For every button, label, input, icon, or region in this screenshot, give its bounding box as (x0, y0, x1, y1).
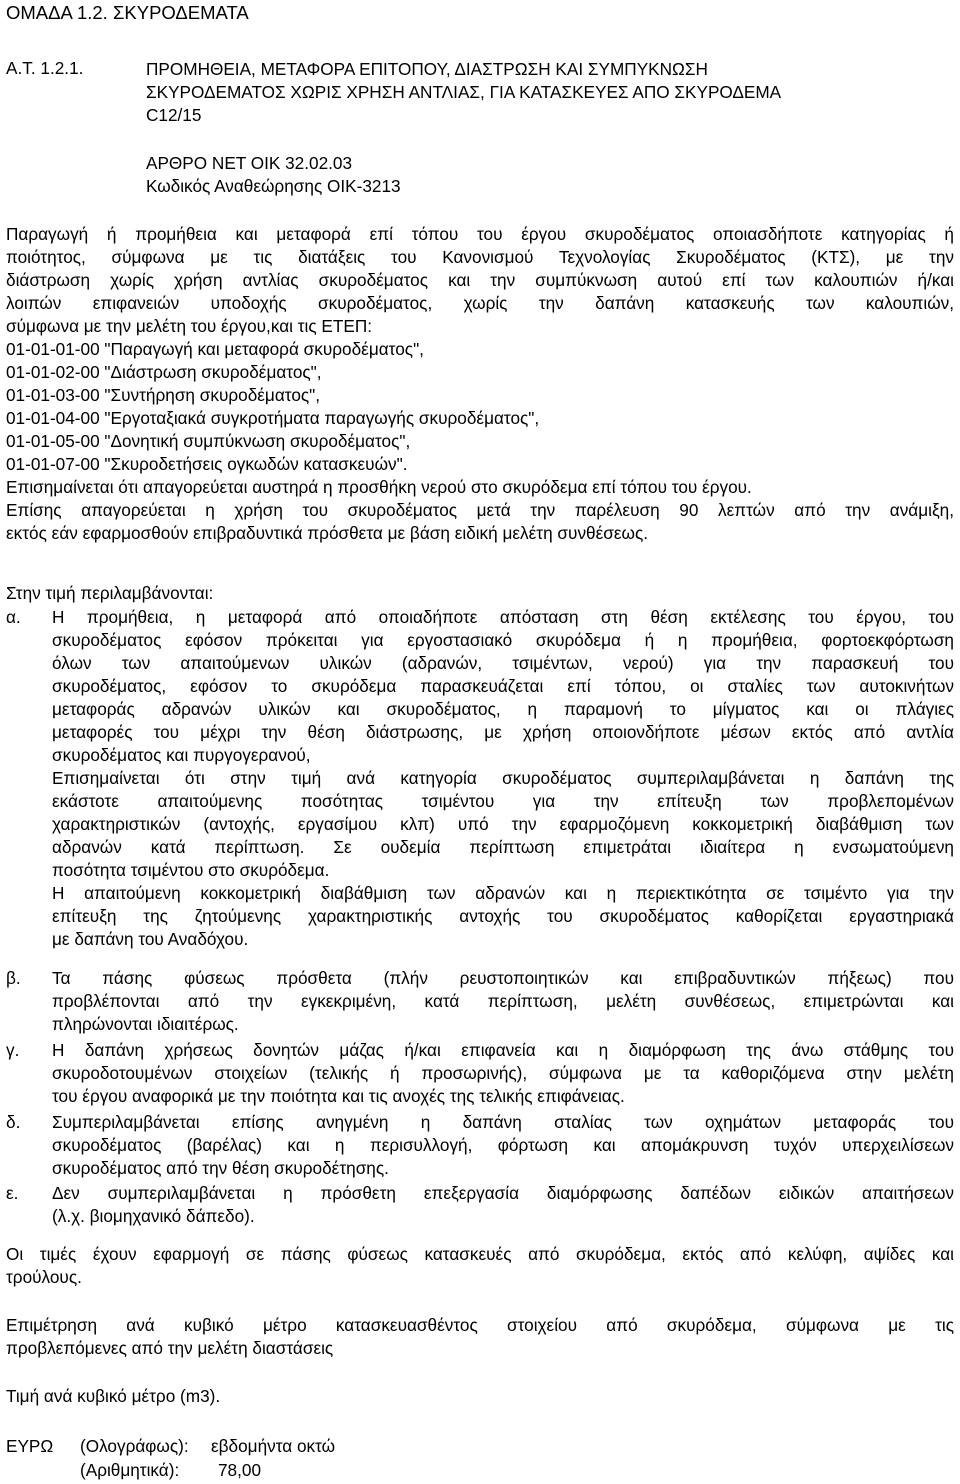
item-body (52, 1182, 954, 1228)
item-line: μεταφορές του μέχρι την θέση διάστρωσης, με χρήση οποιονδήποτε μέσων εκτός από αντλία (52, 722, 954, 742)
item-line: Η απαιτούμενη κοκκομετρική διαβάθμιση των αδρανών και η περιεκτικότητα σε τσιμέντο για την (52, 883, 954, 903)
price-digits-label: (Αριθμητικά): (80, 1460, 180, 1480)
group-heading: ΟΜΑΔΑ 1.2. ΣΚΥΡΟΔΕΜΑΤΑ (6, 2, 249, 23)
article-title-line: C12/15 (146, 105, 202, 125)
measurement-note-line: Επιμέτρηση ανά κυβικό μέτρο κατασκευασθέντος στοιχείου από σκυρόδεμα, σύμφωνα με τις (6, 1315, 954, 1335)
item-line: Η προμήθεια, η μεταφορά από οποιαδήποτε απόσταση στη θέση εκτέλεσης του έργου, του (52, 607, 954, 627)
item-line: Επισημαίνεται ότι στην τιμή ανά κατηγορία σκυροδέματος συμπεριλαμβάνεται η δαπάνη της (52, 768, 954, 788)
description-line: λοιπών επιφανειών υποδοχής σκυροδέματος, χωρίς την δαπάνη κατασκευής των καλουπιών, (6, 293, 954, 313)
item-line: Συμπεριλαμβάνεται επίσης ανηγμένη η δαπάνη σταλίας των οχημάτων μεταφοράς του (52, 1112, 954, 1132)
item-line: εκάστοτε απαιτούμενης ποσότητας τσιμέντου για την επίτευξη των προβλεπομένων (52, 791, 954, 811)
description-line: σύμφωνα με την μελέτη του έργου,και τις ΕΤΕΠ: (6, 316, 373, 336)
article-ref-line: Κωδικός Αναθεώρησης ΟΙΚ-3213 (146, 176, 401, 196)
price-words-value: εβδομήντα οκτώ (211, 1436, 336, 1456)
item-body (52, 1111, 954, 1180)
unit-price-label: Τιμή ανά κυβικό μέτρο (m3). (6, 1386, 221, 1406)
article-title (146, 58, 781, 127)
item-line: σκυροδέματος από την θέση σκυροδέτησης. (52, 1158, 389, 1178)
item-letter: β. (6, 968, 21, 988)
prices-note-line: Οι τιμές έχουν εφαρμογή σε πάσης φύσεως κατασκευές από σκυρόδεμα, εκτός από κελύφη, αψίδες και (6, 1244, 954, 1264)
description-line: Επισημαίνεται ότι απαγορεύεται αυστηρά η προσθήκη νερού στο σκυρόδεμα επί τόπου του έργου. (6, 477, 752, 497)
description-line: Παραγωγή ή προμήθεια και μεταφορά επί τόπου του έργου σκυροδέματος οποιασδήποτε κατηγορίας ή (6, 224, 954, 244)
item-line: προβλέπονται από την εγκεκριμένη, κατά περίπτωση, μελέτη συνθέσεως, επιμετρώνται και (52, 991, 954, 1011)
etep-ref: 01-01-01-00 "Παραγωγή και μεταφορά σκυροδέματος", (6, 339, 424, 359)
item-line: ποσότητα τσιμέντου στο σκυρόδεμα. (52, 860, 330, 880)
item-body (52, 606, 954, 951)
measurement-note-line: προβλεπόμενες από την μελέτη διαστάσεις (6, 1338, 334, 1358)
item-line: σκυροδέματος εφόσον πρόκειται για εργοστασιακό σκυρόδεμα ή η προμήθεια, φορτοεκφόρτωση (52, 630, 954, 650)
item-line: Η δαπάνη χρήσεως δονητών μάζας ή/και επιφανεία και η διαμόρφωση της άνω στάθμης του (52, 1040, 954, 1060)
item-letter: α. (6, 607, 21, 627)
item-line: πληρώνονται ιδιαιτέρως. (52, 1014, 239, 1034)
item-body (52, 967, 954, 1036)
article-title-line: ΠΡΟΜΗΘΕΙΑ, ΜΕΤΑΦΟΡΑ ΕΠΙΤΟΠΟΥ, ΔΙΑΣΤΡΩΣΗ ΚΑΙ ΣΥΜΠΥΚΝΩΣΗ (146, 59, 708, 79)
item-line: (λ.χ. βιομηχανικό δάπεδο). (52, 1206, 255, 1226)
etep-ref: 01-01-02-00 "Διάστρωση σκυροδέματος", (6, 362, 322, 382)
article-title-line: ΣΚΥΡΟΔΕΜΑΤΟΣ ΧΩΡΙΣ ΧΡΗΣΗ ΑΝΤΛΙΑΣ, ΓΙΑ ΚΑΤΑΣΚΕΥΕΣ ΑΠΟ ΣΚΥΡΟΔΕΜΑ (146, 82, 782, 102)
item-line: Δεν συμπεριλαμβάνεται η πρόσθετη επεξεργασία διαμόρφωσης δαπέδων ειδικών απαιτήσεων (52, 1183, 954, 1203)
item-letter: ε. (6, 1183, 19, 1203)
item-line: επίτευξη της ζητούμενης χαρακτηριστικής αντοχής του σκυροδέματος καθορίζεται εργαστηριακά (52, 906, 954, 926)
item-letter: δ. (6, 1112, 21, 1132)
description-block (6, 223, 954, 545)
article-ref-line: ΑΡΘΡΟ ΝΕΤ ΟΙΚ 32.02.03 (146, 153, 353, 173)
item-line: σκυροδέματος (βαρέλας) και η περισυλλογή, φόρτωση και απομάκρυνση τυχόν υπερχειλίσεων (52, 1135, 954, 1155)
item-line: του έργου αναφορικά με την ποιότητα και τις ανοχές της τελικής επιφάνειας. (52, 1086, 625, 1106)
price-digits-value: 78,00 (218, 1460, 262, 1480)
item-body (52, 1039, 954, 1108)
item-line: σκυροδοτουμένων στοιχείων (τελικής ή προσωρινής), σύμφωνα με τα καθοριζόμενα στην μελέτη (52, 1063, 954, 1083)
item-line: με δαπάνη του Αναδόχου. (52, 929, 249, 949)
price-currency: ΕΥΡΩ (6, 1436, 54, 1456)
item-line: σκυροδέματος, εφόσον το σκυρόδεμα παρασκευάζεται επί τόπου, οι σταλίες των αυτοκινήτων (52, 676, 954, 696)
description-line: εκτός εάν εφαρμοσθούν επιβραδυντικά πρόσθετα με βάση ειδική μελέτη συνθέσεως. (6, 523, 649, 543)
description-line: ποιότητος, σύμφωνα με τις διατάξεις του Κανονισμού Τεχνολογίας Σκυροδέματος (ΚΤΣ), με την (6, 247, 954, 267)
includes-heading: Στην τιμή περιλαμβάνονται: (6, 583, 214, 603)
etep-ref: 01-01-03-00 "Συντήρηση σκυροδέματος", (6, 385, 321, 405)
item-line: όλων των απαιτούμενων υλικών (αδρανών, τσιμέντων, νερού) για την παρασκευή του (52, 653, 954, 673)
item-line: αδρανών κατά περίπτωση. Σε ουδεμία περίπτωση επιμετράται ιδιαίτερα η ενσωματούμενη (52, 837, 954, 857)
price-words-label: (Ολογράφως): (80, 1436, 189, 1456)
prices-note-line: τρούλους. (6, 1267, 82, 1287)
description-line: διάστρωση χωρίς χρήση αντλίας σκυροδέματος και την συμπύκνωση αυτού επί των καλουπιών ή/και (6, 270, 954, 290)
item-line: μεταφοράς αδρανών υλικών και σκυροδέματος, η παραμονή το μίγματος και οι πλάγιες (52, 699, 954, 719)
article-reference (146, 152, 401, 198)
measurement-note (6, 1314, 954, 1360)
etep-ref: 01-01-04-00 "Εργοταξιακά συγκροτήματα παραγωγής σκυροδέματος", (6, 408, 540, 428)
item-line: Τα πάσης φύσεως πρόσθετα (πλήν ρευστοποιητικών και επιβραδυντικών πήξεως) που (52, 968, 954, 988)
item-line: σκυροδέματος και πυργογερανού, (52, 745, 311, 765)
article-code: Α.Τ. 1.2.1. (6, 58, 84, 78)
item-letter: γ. (6, 1040, 20, 1060)
description-line: Επίσης απαγορεύεται η χρήση του σκυροδέματος μετά την παρέλευση 90 λεπτών από την ανάμιξη, (6, 500, 954, 520)
item-line: χαρακτηριστικών (αντοχής, εργασίμου κλπ) υπό την εφαρμοζόμενη κοκκομετρική διαβάθμιση των (52, 814, 954, 834)
etep-ref: 01-01-07-00 "Σκυροδετήσεις ογκωδών κατασκευών". (6, 454, 408, 474)
etep-ref: 01-01-05-00 "Δονητική συμπύκνωση σκυροδέματος", (6, 431, 411, 451)
prices-note (6, 1243, 954, 1289)
